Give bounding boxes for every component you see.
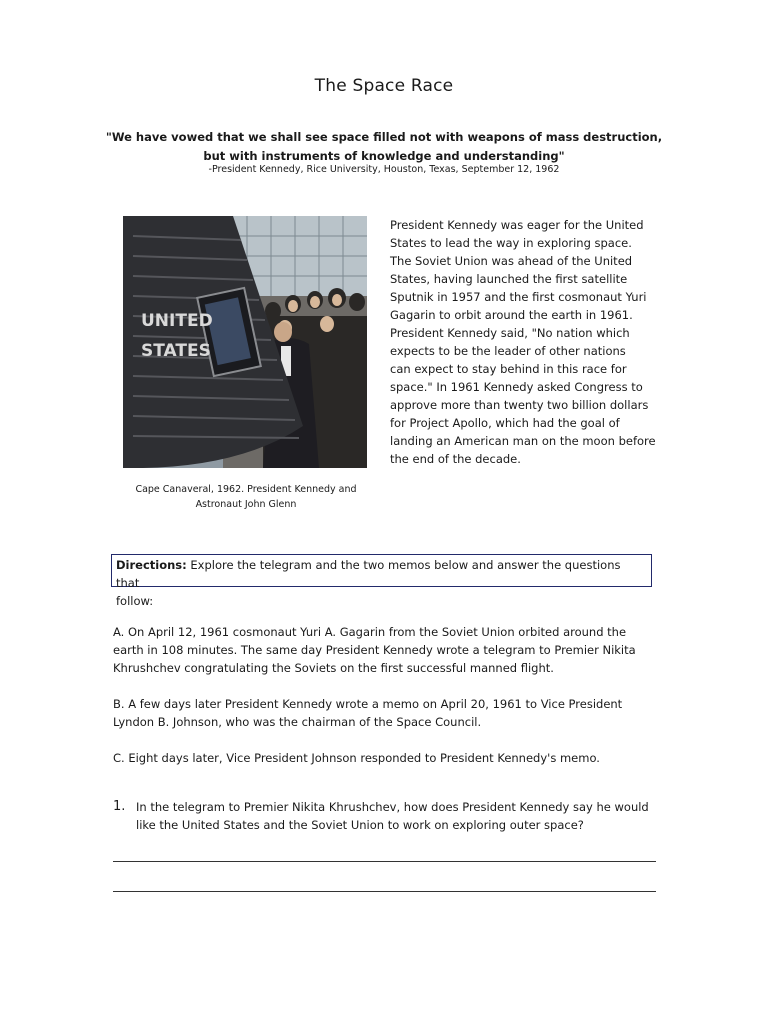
intro-line: President Kennedy said, "No nation which (390, 326, 630, 340)
paragraph-a-line: A. On April 12, 1961 cosmonaut Yuri A. Gagarin from the Soviet Union orbited around the (113, 625, 627, 639)
intro-line: space." In 1961 Kennedy asked Congress to (390, 380, 643, 394)
caption-line-2: Astronaut John Glenn (195, 499, 297, 510)
paragraph-b-line: Lyndon B. Johnson, who was the chairman of the Space Council. (113, 715, 482, 729)
question-1-line-1: In the telegram to Premier Nikita Khrushchev, how does President Kennedy say he would (136, 800, 649, 814)
paragraph-a-line: earth in 108 minutes. The same day President Kennedy wrote a telegram to Premier Nikita (113, 643, 636, 657)
caption-line-1: Cape Canaveral, 1962. President Kennedy and (135, 484, 357, 495)
quote-attribution: -President Kennedy, Rice University, Houston, Texas, September 12, 1962 (208, 164, 560, 175)
answer-line-2[interactable] (113, 891, 656, 892)
intro-paragraph (390, 216, 665, 468)
capsule-text-states: STATES (141, 341, 211, 361)
quote-line-1: "We have vowed that we shall see space filled not with weapons of mass destruction, (105, 130, 663, 144)
question-1-number: 1. (113, 799, 126, 814)
intro-line: for Project Apollo, which had the goal of (390, 416, 620, 430)
intro-line: can expect to stay behind in this race for (390, 362, 627, 376)
kennedy-quote (90, 128, 678, 166)
kennedy-glenn-photo (123, 216, 367, 468)
capsule-photo-illustration (123, 216, 367, 468)
directions-label: Directions: (116, 558, 187, 572)
directions-box (111, 554, 652, 608)
page-title: The Space Race (314, 76, 454, 96)
paragraph-a (113, 623, 653, 677)
capsule-text-united: UNITED (141, 311, 213, 331)
intro-line: Sputnik in 1957 and the first cosmonaut Yuri (390, 290, 647, 304)
intro-line: The Soviet Union was ahead of the United (390, 254, 633, 268)
intro-line: States to lead the way in exploring space. (390, 236, 632, 250)
intro-line: Gagarin to orbit around the earth in 1961. (390, 308, 633, 322)
answer-line-1[interactable] (113, 861, 656, 862)
intro-line: States, having launched the first satellite (390, 272, 628, 286)
question-1-line-2: like the United States and the Soviet Union to work on exploring outer space? (136, 818, 584, 832)
directions-line-2: follow: (116, 594, 154, 608)
directions-line-1 (116, 556, 647, 592)
paragraph-c (113, 749, 653, 767)
directions-text: Explore the telegram and the two memos below and answer the questions that (116, 558, 621, 590)
paragraph-b-line: B. A few days later President Kennedy wrote a memo on April 20, 1961 to Vice President (113, 697, 623, 711)
photo-caption (124, 482, 368, 512)
paragraph-b (113, 695, 653, 731)
paragraph-a-line: Khrushchev congratulating the Soviets on the first successful manned flight. (113, 661, 554, 675)
paragraph-c-line: C. Eight days later, Vice President Johnson responded to President Kennedy's memo. (113, 751, 600, 765)
intro-line: President Kennedy was eager for the United (390, 218, 644, 232)
question-1-text (136, 798, 658, 834)
intro-line: landing an American man on the moon before (390, 434, 656, 448)
intro-line: expects to be the leader of other nations (390, 344, 626, 358)
intro-line: approve more than twenty two billion dollars (390, 398, 649, 412)
quote-line-2: but with instruments of knowledge and understanding" (203, 149, 565, 163)
intro-line: the end of the decade. (390, 452, 521, 466)
